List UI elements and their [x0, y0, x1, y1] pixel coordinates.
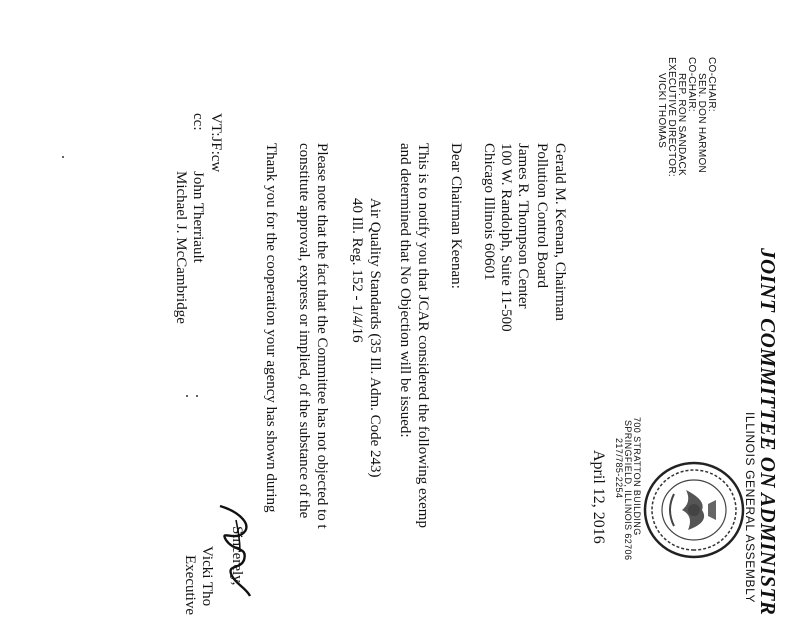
recipient-line: Gerald M. Keenan, Chairman	[552, 143, 568, 321]
signer-name: Vicki Tho	[199, 546, 215, 607]
officer-line: CO-CHAIR:	[706, 57, 717, 112]
office-address-line: 700 STRATTON BUILDING	[632, 417, 642, 536]
paragraph-line: constitute approval, express or implied, of the substance of the	[296, 143, 312, 519]
rule-citation-line: 40 Ill. Reg. 152 - 1/4/16	[349, 198, 365, 343]
closing: Sincerely,	[229, 526, 245, 586]
officer-line: REP. RON SANDACK	[676, 73, 687, 176]
typist-initials: VT:JF:cw	[208, 113, 224, 173]
scan-speck	[62, 156, 64, 158]
signer-title: Executive	[182, 555, 198, 615]
scan-speck	[196, 395, 198, 397]
officer-line: EXECUTIVE DIRECTOR:	[666, 57, 677, 177]
illinois-state-seal-icon	[642, 460, 746, 560]
paragraph-line: Thank you for the cooperation your agency has shown during	[263, 143, 279, 513]
salutation: Dear Chairman Keenan:	[448, 143, 464, 289]
office-address-line: SPRINGFIELD, ILLINOIS 62706	[623, 420, 633, 561]
cc-label: cc:	[190, 113, 206, 131]
office-address-line: 217/785-2254	[614, 438, 624, 499]
recipient-line: Chicago Illinois 60601	[481, 143, 497, 281]
letterhead-title: JOINT COMMITTEE ON ADMINISTR	[756, 248, 780, 616]
paragraph-line: and determined that No Objection will be issued:	[397, 143, 413, 438]
recipient-line: Pollution Control Board	[534, 143, 550, 289]
letter-date: April 12, 2016	[590, 450, 607, 544]
officer-line: VICKI THOMAS	[656, 73, 667, 149]
officer-line: SEN. DON HARMON	[696, 73, 707, 174]
officer-line: CO-CHAIR:	[686, 57, 697, 112]
rule-citation-line: Air Quality Standards (35 Ill. Adm. Code 243)	[367, 198, 383, 478]
paragraph-line: This is to notify you that JCAR considered the following exemp	[415, 143, 431, 528]
recipient-line: 100 W. Randolph, Suite 11-500	[498, 143, 514, 332]
cc-recipient: Michael J. McCambridge	[173, 171, 189, 324]
paragraph-line: Please note that the fact that the Committee has not objected to t	[314, 143, 330, 529]
recipient-line: James R. Thompson Center	[515, 143, 531, 309]
handwritten-signature-icon	[210, 500, 260, 600]
cc-recipient: John Therriault	[190, 171, 206, 263]
scan-speck	[186, 395, 188, 397]
letterhead-subtitle: ILLINOIS GENERAL ASSEMBLY	[743, 412, 757, 604]
